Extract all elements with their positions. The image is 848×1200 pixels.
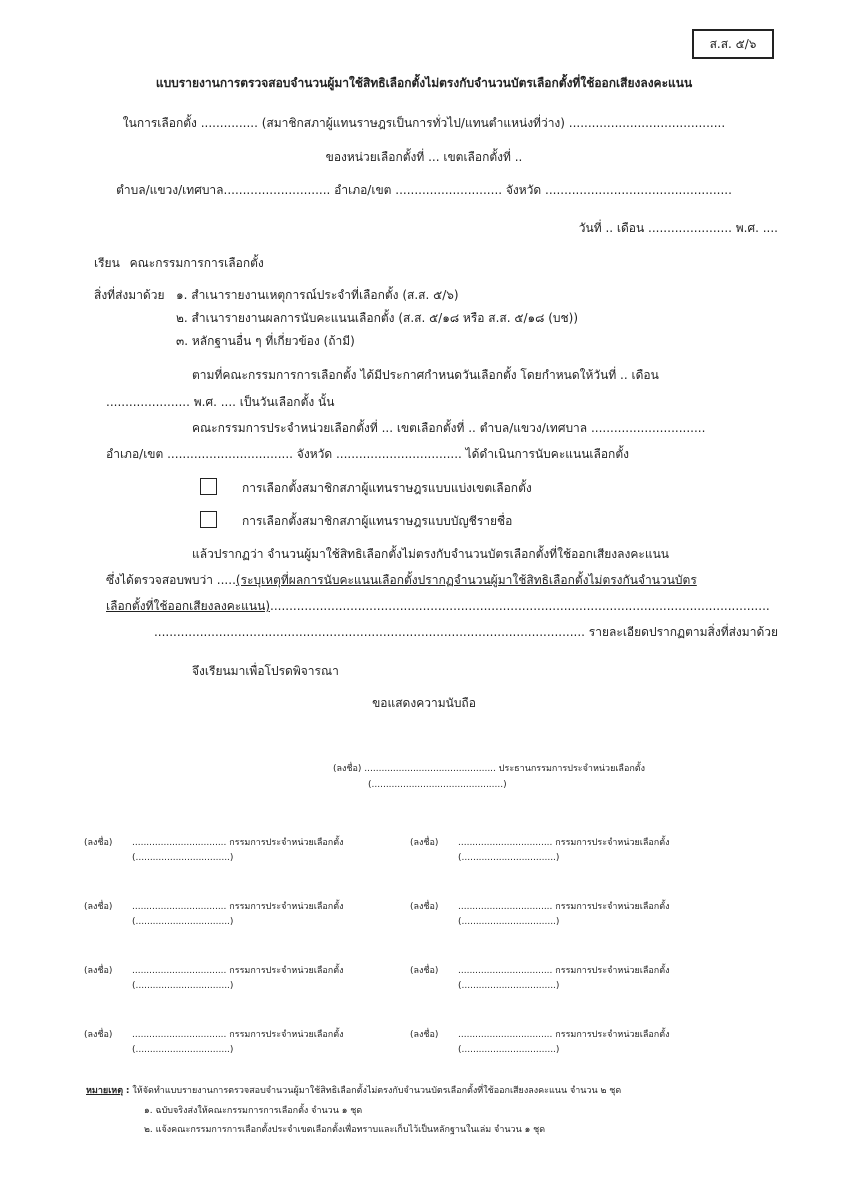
sign-label: (ลงชื่อ) — [410, 966, 439, 976]
enclosure-item: ๓. หลักฐานอื่น ๆ ที่เกี่ยวข้อง (ถ้ามี) — [176, 334, 355, 348]
chair-signature-line: (ลงชื่อ) .............................................. ประธานกรรมการประจำหน่วยเลือกตั้ง — [333, 764, 646, 774]
sign-line — [132, 1027, 344, 1041]
note-text: ให้จัดทำแบบรายงานการตรวจสอบจำนวนผู้มาใช้สิทธิเลือกตั้งไม่ตรงกับจำนวนบัตรเลือกตั้งที่ใช้ออกเสียงลงคะแนน จำนวน ๒ ชุด — [132, 1086, 622, 1096]
enclosure-item: ๑. สำเนารายงานเหตุการณ์ประจำที่เลือกตั้ง (ส.ส. ๕/๖) — [176, 288, 459, 302]
sign-label: (ลงชื่อ) — [410, 1030, 439, 1040]
sign-role: กรรมการประจำหน่วยเลือกตั้ง — [229, 902, 344, 912]
para2-line2: อำเภอ/เขต ................................. จังหวัด ................................. ได้ดำเนินการนับคะแนนเลือกตั้ง — [106, 447, 629, 461]
sign-name: (.................................) — [458, 917, 560, 927]
closing: ขอแสดงความนับถือ — [372, 696, 476, 710]
para1-line1: ตามที่คณะกรรมการการเลือกตั้ง ได้มีประกาศกำหนดวันเลือกตั้ง โดยกำหนดให้วันที่ .. เดือน — [192, 368, 659, 382]
closing-request: จึงเรียนมาเพื่อโปรดพิจารณา — [192, 664, 339, 678]
to-label: เรียน — [94, 256, 120, 270]
sign-name: (.................................) — [458, 853, 560, 863]
sign-label: (ลงชื่อ) — [410, 838, 439, 848]
note-line — [86, 1083, 621, 1097]
to-value: คณะกรรมการการเลือกตั้ง — [129, 256, 264, 270]
sign-dots: ................................. — [458, 902, 553, 912]
sign-label: (ลงชื่อ) — [84, 966, 113, 976]
sign-role: กรรมการประจำหน่วยเลือกตั้ง — [555, 966, 670, 976]
para3-line3-dots: ................................................................................................................................... — [270, 599, 770, 613]
form-title: แบบรายงานการตรวจสอบจำนวนผู้มาใช้สิทธิเลือกตั้งไม่ตรงกับจำนวนบัตรเลือกตั้งที่ใช้ออกเสียงลงคะแนน — [155, 76, 693, 90]
note-label: หมายเหตุ — [86, 1086, 124, 1096]
checkbox-party-list[interactable] — [200, 511, 217, 528]
sign-label: (ลงชื่อ) — [84, 838, 113, 848]
sign-role: กรรมการประจำหน่วยเลือกตั้ง — [555, 838, 670, 848]
sign-role: กรรมการประจำหน่วยเลือกตั้ง — [229, 838, 344, 848]
para2-line1: คณะกรรมการประจำหน่วยเลือกตั้งที่ ... เขตเลือกตั้งที่ .. ตำบล/แขวง/เทศบาล .............................. — [192, 421, 706, 435]
para3-line2-prefix: ซึ่งได้ตรวจสอบพบว่า ..... — [106, 573, 236, 587]
note-item: ๒. แจ้งคณะกรรมการการเลือกตั้งประจำเขตเลือกตั้งเพื่อทราบและเก็บไว้เป็นหลักฐานในเล่ม จำนวน ๑ ชุด — [144, 1125, 546, 1135]
sign-label: (ลงชื่อ) — [84, 902, 113, 912]
para3-line4: ................................................................................................................. รายละเอียดปรากฏตามสิ่งที่ส่งมาด้วย — [153, 625, 778, 639]
sign-dots: ................................. — [132, 1030, 227, 1040]
sign-label: (ลงชื่อ) — [84, 1030, 113, 1040]
sign-name: (.................................) — [132, 853, 234, 863]
form-code-box — [692, 29, 774, 59]
sign-dots: ................................. — [132, 966, 227, 976]
sign-dots: ................................. — [458, 966, 553, 976]
sign-line — [458, 899, 670, 913]
checkbox-constituency[interactable] — [200, 478, 217, 495]
form-code: ส.ส. ๕/๖ — [709, 36, 757, 51]
sign-line — [458, 835, 670, 849]
para3-reason-instruction-cont: เลือกตั้งที่ใช้ออกเสียงลงคะแนน) — [106, 599, 270, 613]
sign-role: กรรมการประจำหน่วยเลือกตั้ง — [229, 1030, 344, 1040]
sign-name: (.................................) — [132, 917, 234, 927]
sign-name: (.................................) — [132, 1045, 234, 1055]
sign-line — [458, 1027, 670, 1041]
sign-role: กรรมการประจำหน่วยเลือกตั้ง — [555, 1030, 670, 1040]
subtitle-line1: ในการเลือกตั้ง ............... (สมาชิกสภาผู้แทนราษฎรเป็นการทั่วไป/แทนตำแหน่งที่ว่าง) ......................................... — [122, 116, 726, 130]
note-separator: : — [125, 1086, 130, 1096]
sign-name: (.................................) — [458, 981, 560, 991]
para3-line2 — [106, 571, 697, 590]
enclosures-label: สิ่งที่ส่งมาด้วย — [94, 288, 165, 302]
para3-line3 — [106, 597, 778, 616]
sign-name: (.................................) — [132, 981, 234, 991]
sign-role: กรรมการประจำหน่วยเลือกตั้ง — [555, 902, 670, 912]
sign-dots: ................................. — [132, 838, 227, 848]
sign-label: (ลงชื่อ) — [410, 902, 439, 912]
enclosure-item: ๒. สำเนารายงานผลการนับคะแนนเลือกตั้ง (ส.ส. ๕/๑๘ หรือ ส.ส. ๕/๑๘ (บช)) — [176, 311, 578, 325]
sign-dots: ................................. — [132, 902, 227, 912]
to-line — [94, 254, 264, 273]
sign-role: กรรมการประจำหน่วยเลือกตั้ง — [229, 966, 344, 976]
sign-dots: ................................. — [458, 838, 553, 848]
date-line: วันที่ .. เดือน ...................... พ.ศ. .... — [578, 221, 778, 235]
subtitle-line2: ของหน่วยเลือกตั้งที่ ... เขตเลือกตั้งที่ .. — [325, 150, 523, 164]
sign-line — [132, 963, 344, 977]
sign-line — [458, 963, 670, 977]
sign-line — [132, 835, 344, 849]
sign-dots: ................................. — [458, 1030, 553, 1040]
sign-name: (.................................) — [458, 1045, 560, 1055]
chair-name-line: (..............................................) — [368, 780, 507, 790]
note-item: ๑. ฉบับจริงส่งให้คณะกรรมการการเลือกตั้ง จำนวน ๑ ชุด — [144, 1106, 363, 1116]
para3-line1: แล้วปรากฏว่า จำนวนผู้มาใช้สิทธิเลือกตั้งไม่ตรงกับจำนวนบัตรเลือกตั้งที่ใช้ออกเสียงลงคะแนน — [192, 547, 669, 561]
election-type-label: การเลือกตั้งสมาชิกสภาผู้แทนราษฎรแบบแบ่งเขตเลือกตั้ง — [242, 481, 532, 495]
para3-reason-instruction: (ระบุเหตุที่ผลการนับคะแนนเลือกตั้งปรากฏจำนวนผู้มาใช้สิทธิเลือกตั้งไม่ตรงกันจำนวนบัตร — [235, 573, 697, 587]
election-type-label: การเลือกตั้งสมาชิกสภาผู้แทนราษฎรแบบบัญชีรายชื่อ — [242, 514, 513, 528]
sign-line — [132, 899, 344, 913]
location-line: ตำบล/แขวง/เทศบาล............................ อำเภอ/เขต ............................ จังหวัด ................................................. — [116, 183, 732, 197]
para1-line2: ...................... พ.ศ. .... เป็นวันเลือกตั้ง นั้น — [106, 395, 335, 409]
